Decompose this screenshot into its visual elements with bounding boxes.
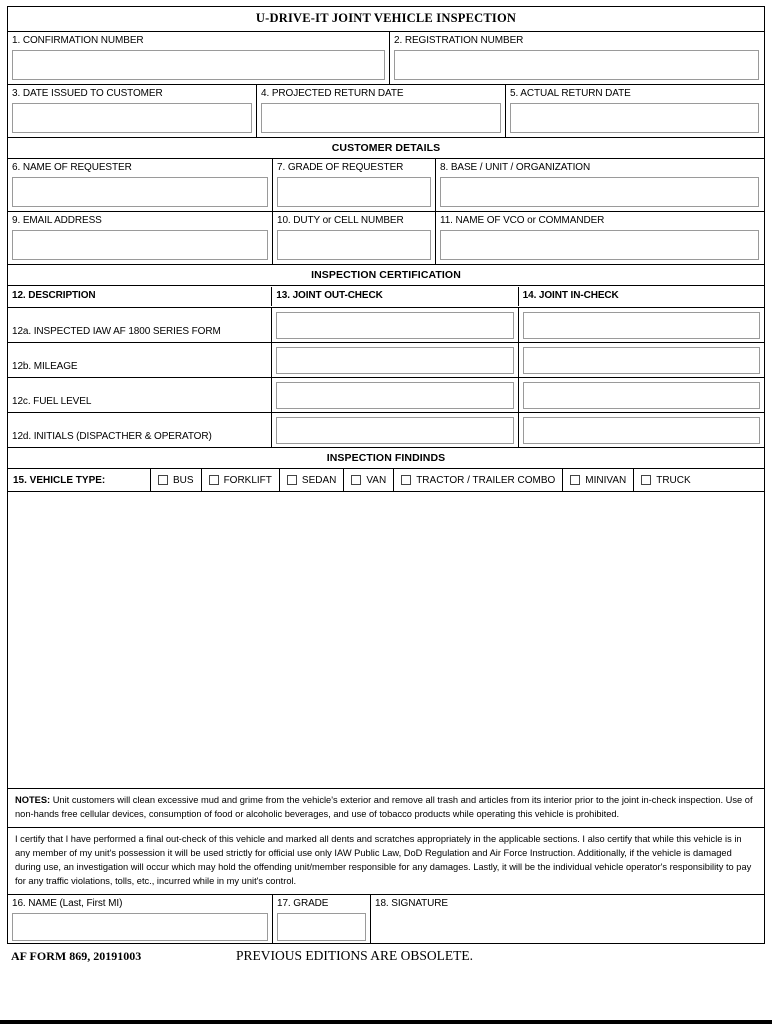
- notes-block: [8, 789, 764, 828]
- field-registration-number: [390, 32, 763, 84]
- form-body: [7, 6, 765, 944]
- vehicle-type-option-label: MINIVAN: [585, 474, 627, 486]
- page-bottom-rule: [0, 1020, 772, 1024]
- row-description-12d: 12d. INITIALS (DISPACTHER & OPERATOR): [8, 413, 272, 447]
- cell-in-check-12d: [519, 413, 764, 447]
- field-base-unit-organization: [436, 159, 763, 211]
- table-row: [8, 413, 764, 448]
- name-last-first-mi-label: 16. NAME (Last, First MI): [12, 898, 123, 910]
- field-date-issued: [8, 85, 257, 137]
- duty-or-cell-number-label: 10. DUTY or CELL NUMBER: [277, 215, 404, 226]
- field-name-of-requester: [8, 159, 273, 211]
- signature-row: [8, 895, 764, 943]
- vehicle-type-option-label: TRACTOR / TRAILER COMBO: [416, 474, 556, 486]
- row-contact: [8, 212, 764, 265]
- row-description-12b: 12b. MILEAGE: [8, 343, 272, 377]
- row-requester: [8, 159, 764, 212]
- field-duty-or-cell-number: [273, 212, 436, 264]
- base-unit-organization-input[interactable]: [440, 177, 759, 207]
- vehicle-type-option-bus[interactable]: [151, 469, 202, 491]
- table-row: [8, 308, 764, 343]
- registration-number-label: 2. REGISTRATION NUMBER: [394, 35, 524, 46]
- form-title: U-DRIVE-IT JOINT VEHICLE INSPECTION: [8, 7, 764, 32]
- vehicle-type-option-forklift[interactable]: [202, 469, 280, 491]
- band-inspection-findings: INSPECTION FINDINDS: [8, 448, 764, 469]
- band-inspection-certification: INSPECTION CERTIFICATION: [8, 265, 764, 286]
- projected-return-date-input[interactable]: [261, 103, 501, 133]
- date-issued-label: 3. DATE ISSUED TO CUSTOMER: [12, 88, 163, 99]
- base-unit-organization-label: 8. BASE / UNIT / ORGANIZATION: [440, 162, 591, 173]
- confirmation-number-label: 1. CONFIRMATION NUMBER: [12, 35, 144, 46]
- field-email-address: [8, 212, 273, 264]
- cell-out-check-12d: [272, 413, 518, 447]
- signature-label: 18. SIGNATURE: [375, 898, 448, 910]
- notes-heading: NOTES:: [15, 795, 51, 805]
- certification-statement: I certify that I have performed a final out-check of this vehicle and marked all dents and scratches appropriately in the applicable sections. I also certify that while this vehicle is in any member of my unit's possession it will be used strictly for official use only IAW Public Law, DoD Regulation and Air Force Instruction. Additionally, if the vehicle is damaged during use, an investigation will occur which may hold the offending unit/member responsible for any damages. Lastly, it will be the individual vehicle operator's responsibility to pay for any traffic violations, tolls, etc., incurred while in my unit's control.: [8, 828, 764, 895]
- field-grade: [273, 895, 371, 943]
- grade-of-requester-input[interactable]: [277, 177, 431, 207]
- column-header-joint-in-check: 14. JOINT IN-CHECK: [522, 290, 619, 301]
- duty-or-cell-number-input[interactable]: [277, 230, 431, 260]
- checkbox-icon[interactable]: [287, 475, 297, 485]
- cell-out-check-12c: [272, 378, 518, 412]
- name-of-vco-or-commander-input[interactable]: [440, 230, 759, 260]
- cell-in-check-12a: [519, 308, 764, 342]
- date-issued-input[interactable]: [12, 103, 252, 133]
- checkbox-icon[interactable]: [158, 475, 168, 485]
- actual-return-date-label: 5. ACTUAL RETURN DATE: [510, 88, 631, 99]
- grade-input[interactable]: [277, 913, 366, 941]
- vehicle-type-option-label: TRUCK: [656, 474, 691, 486]
- in-check-input-12d[interactable]: [523, 417, 760, 444]
- vehicle-type-row: [8, 469, 764, 492]
- vehicle-type-option-label: VAN: [366, 474, 387, 486]
- confirmation-number-input[interactable]: [12, 50, 385, 80]
- email-address-label: 9. EMAIL ADDRESS: [12, 215, 102, 226]
- vehicle-type-option-label: FORKLIFT: [223, 474, 272, 486]
- field-actual-return-date: [506, 85, 763, 137]
- name-of-requester-input[interactable]: [12, 177, 268, 207]
- band-customer-details: CUSTOMER DETAILS: [8, 138, 764, 159]
- name-of-vco-or-commander-label: 11. NAME OF VCO or COMMANDER: [440, 215, 605, 226]
- field-name-of-vco-or-commander: [436, 212, 763, 264]
- field-name-last-first-mi: [8, 895, 273, 943]
- projected-return-date-label: 4. PROJECTED RETURN DATE: [261, 88, 404, 99]
- out-check-input-12b[interactable]: [276, 347, 513, 374]
- row-description-12a: 12a. INSPECTED IAW AF 1800 SERIES FORM: [8, 308, 272, 342]
- cell-out-check-12a: [272, 308, 518, 342]
- checkbox-icon[interactable]: [641, 475, 651, 485]
- notes-text: Unit customers will clean excessive mud and grime from the vehicle's exterior and remove all trash and articles from its interior prior to the joint in-check inspection. Use of non-hands free cellular devices, consumption of food or alcoholic beverages, and use of tobacco products while operating this vehicle is prohibited.: [15, 795, 753, 819]
- vehicle-type-option-truck[interactable]: [634, 469, 764, 491]
- field-signature: [371, 895, 764, 943]
- checkbox-icon[interactable]: [209, 475, 219, 485]
- cell-in-check-12b: [519, 343, 764, 377]
- vehicle-type-option-label: BUS: [173, 474, 194, 486]
- row-description-12c: 12c. FUEL LEVEL: [8, 378, 272, 412]
- field-projected-return-date: [257, 85, 506, 137]
- vehicle-type-option-van[interactable]: [344, 469, 394, 491]
- vehicle-type-label: 15. VEHICLE TYPE:: [8, 469, 151, 491]
- grade-label: 17. GRADE: [277, 898, 329, 910]
- in-check-input-12a[interactable]: [523, 312, 760, 339]
- checkbox-icon[interactable]: [351, 475, 361, 485]
- out-check-input-12c[interactable]: [276, 382, 513, 409]
- table-row: [8, 378, 764, 413]
- checkbox-icon[interactable]: [570, 475, 580, 485]
- column-header-description: 12. DESCRIPTION: [8, 287, 272, 306]
- vehicle-type-option-sedan[interactable]: [280, 469, 344, 491]
- name-last-first-mi-input[interactable]: [12, 913, 268, 941]
- table-row: [8, 343, 764, 378]
- previous-editions-notice: PREVIOUS EDITIONS ARE OBSOLETE.: [236, 948, 474, 964]
- cell-out-check-12b: [272, 343, 518, 377]
- cell-in-check-12c: [519, 378, 764, 412]
- name-of-requester-label: 6. NAME OF REQUESTER: [12, 162, 132, 173]
- out-check-input-12d[interactable]: [276, 417, 513, 444]
- form-number: AF FORM 869, 20191003: [11, 949, 142, 964]
- grade-of-requester-label: 7. GRADE OF REQUESTER: [277, 162, 404, 173]
- form-footer: [7, 944, 765, 964]
- inspection-findings-diagram-area[interactable]: [8, 492, 764, 789]
- column-header-joint-out-check: 13. JOINT OUT-CHECK: [272, 287, 518, 306]
- out-check-input-12a[interactable]: [276, 312, 513, 339]
- checkbox-icon[interactable]: [401, 475, 411, 485]
- actual-return-date-input[interactable]: [510, 103, 759, 133]
- signature-input[interactable]: [375, 910, 760, 940]
- email-address-input[interactable]: [12, 230, 268, 260]
- vehicle-type-option-label: SEDAN: [301, 474, 337, 486]
- row-dates: [8, 85, 764, 138]
- in-check-input-12b[interactable]: [523, 347, 760, 374]
- registration-number-input[interactable]: [394, 50, 759, 80]
- field-confirmation-number: [8, 32, 390, 84]
- in-check-input-12c[interactable]: [523, 382, 760, 409]
- inspection-certification-header-row: [8, 286, 764, 308]
- vehicle-type-option-tractor-trailer-combo[interactable]: [394, 469, 563, 491]
- field-grade-of-requester: [273, 159, 436, 211]
- row-confirmation-registration: [8, 32, 764, 85]
- vehicle-type-option-minivan[interactable]: [563, 469, 634, 491]
